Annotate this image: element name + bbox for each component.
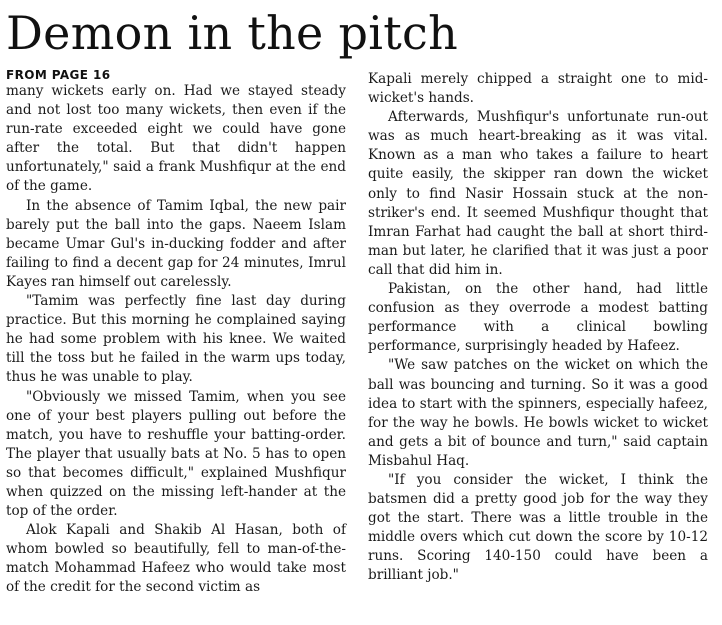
kicker-from-page: FROM PAGE 16 (6, 68, 111, 82)
paragraph: Alok Kapali and Shakib Al Hasan, both of whom bowled so beautifully, fell to man-of-the-match Mohammad Hafeez who would take most of the credit for the second victim as (6, 522, 346, 596)
paragraph: In the absence of Tamim Iqbal, the new pair barely put the ball into the gaps. Naeem Islam became Umar Gul's in-ducking fodder and after failing to find a decent gap for 24 minutes, Imrul Kayes ran himself out carelessly. (6, 197, 346, 290)
paragraph: "If you consider the wicket, I think the batsmen did a pretty good job for the way they got the start. There was a little trouble in the middle overs which cut down the score by 10-12 runs. Scoring 140-150 could have been a brilliant job." (368, 471, 708, 584)
paragraph: Pakistan, on the other hand, had little confusion as they overrode a modest batting performance with a clinical bowling performance, surprisingly headed by Hafeez. (368, 281, 708, 355)
paragraph: "We saw patches on the wicket on which the ball was bouncing and turning. So it was a good idea to start with the spinners, especially hafeez, for the way he bowls. He bowls wicket to wicket and gets a bit of bounce and turn," said captain Misbahul Haq. (368, 357, 708, 469)
paragraph: Kapali merely chipped a straight one to mid-wicket's hands. (368, 71, 708, 107)
paragraph: Afterwards, Mushfiqur's unfortunate run-out was as much heart-breaking as it was vital. Known as a man who takes a failure to heart quite easily, the skipper ran down the wicket only to find Nasir Hossain stuck at the non-striker's end. It seemed Mushfiqur thought that Imran Farhat had caught the ball at short third-man but later, he clarified that it was just a poor call that did him in. (368, 109, 708, 278)
headline: Demon in the pitch (6, 6, 459, 60)
paragraph: "Obviously we missed Tamim, when you see one of your best players pulling out before the match, you have to reshuffle your batting-order. The player that usually bats at No. 5 has to open so that becomes difficult," explained Mushfiqur when quizzed on the missing left-hander at the top of the order. (6, 388, 346, 520)
article-column-right (368, 70, 708, 586)
article-column-left (6, 68, 346, 598)
paragraph: many wickets early on. Had we stayed steady and not lost too many wickets, then even if the run-rate exceeded eight we could have gone after the total. But that didn't happen unfortunately," said a frank Mushfiqur at the end of the game. (6, 83, 346, 195)
paragraph: "Tamim was perfectly fine last day during practice. But this morning he complained saying he had some problem with his knee. We waited till the toss but he failed in the warm ups today, thus he was unable to play. (6, 293, 346, 386)
